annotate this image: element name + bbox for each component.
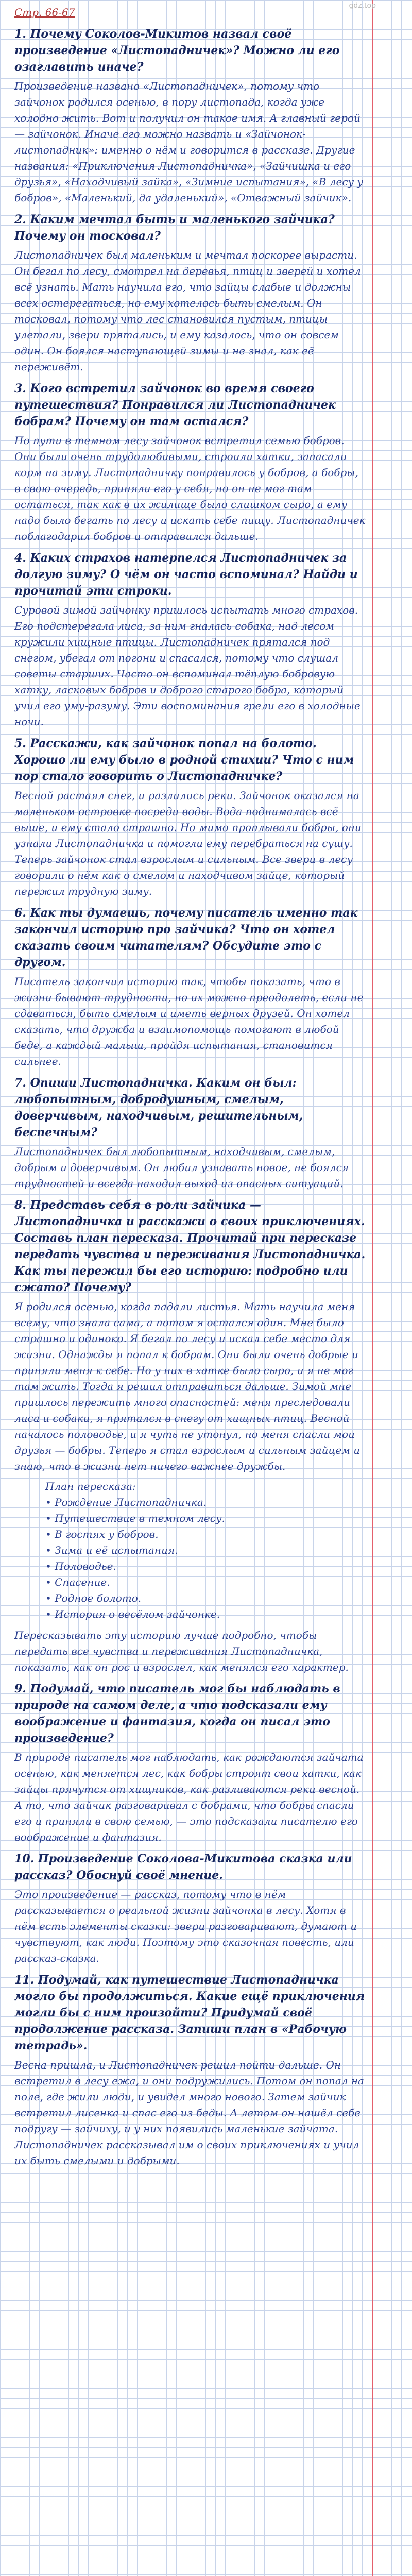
question-text: 8. Представь себя в роли зайчика — Листопадничка и расскажи о своих приключениях. Составь план пересказа. Прочитай при пересказе передать чувства и переживания Листопадничка. Как ты пережил бы его историю: подробно или сжато? Почему? — [14, 1198, 366, 1294]
plan-item: • Рождение Листопадничка. — [45, 1495, 367, 1511]
question-text: 11. Подумай, как путешествие Листопадничка могло бы продолжиться. Какие ещё приключения могли бы с ним произойти? Придумай своё продолжение рассказа. Запиши план в «Рабочую тетрадь». — [14, 1973, 365, 2053]
answer-text: Я родился осенью, когда падали листья. Мать научила меня всему, что знала сама, а потом я остался один. Мне было страшно и одиноко. Я бегал по лесу и искал себе место для жизни. Однажды я попал к бобрам. Они были очень добрые и приняли меня к себе. Но у них в хатке было сыро, и я не мог там жить. Тогда я решил отправиться дальше. Зимой мне пришлось пережить много опасностей: меня преследовали лиса и собаки, я прятался в снегу от хищных птиц. Весной началось половодье, и я чуть не утонул, но меня спасли мои друзья — бобры. Теперь я стал взрослым и сильным зайцем и знаю, что в жизни нет ничего важнее дружбы. — [14, 1300, 360, 1472]
answer-text: Произведение названо «Листопадничек», потому что зайчонок родился осенью, в пору листопада, когда уже холодно жить. Вот и получил он такое имя. А главный герой — зайчонок. Иначе его можно назвать и «Зайчонок-листопадник»: именно о нём и говорится в рассказе. Другие названия: «Приключения Листопадничка», «Зайчишка и его друзья», «Находчивый зайка», «Зимние испытания», «В лесу у бобров», «Маленький, да удаленький», «Отважный зайчик». — [14, 80, 364, 204]
answer-text: Листопадничек был маленьким и мечтал поскорее вырасти. Он бегал по лесу, смотрел на деревья, птиц и зверей и хотел всё узнать. Мать научила его, что зайцы слабые и должны всех остерегаться, но ему хотелось быть смелым. Он тосковал, потому что лес становился пустым, птицы улетали, звери прятались, и ему казалось, что он совсем один. Он боялся наступающей зимы и не знал, как её переживёт. — [14, 249, 361, 373]
question-block — [14, 26, 367, 206]
plan-item: • Путешествие в темном лесу. — [45, 1511, 367, 1527]
question-text: 6. Как ты думаешь, почему писатель именно так закончил историю про зайчика? Что он хотел сказать своим читателям? Обсудите это с другом. — [14, 906, 358, 969]
question-block — [14, 1628, 367, 1675]
answer-text: Листопадничек был любопытным, находчивым, смелым, добрым и доверчивым. Он любил узнавать новое, не боялся трудностей и всегда находил выход из опасных ситуаций. — [14, 1145, 349, 1190]
question-block — [14, 550, 367, 730]
question-text: 3. Кого встретил зайчонок во время своего путешествия? Понравился ли Листопадничек бобрам? Почему он там остался? — [14, 382, 336, 428]
answer-text: В природе писатель мог наблюдать, как рождаются зайчата осенью, как меняется лес, как бобры строят свои хатки, как зайцы прячутся от хищников, как разливаются реки весной. А то, что зайчик разговаривал с бобрами, что бобры спасли его и приняли в свою семью, — это подсказали писателю его воображение и фантазия. — [14, 1751, 364, 1843]
plan-item: • В гостях у бобров. — [45, 1527, 367, 1543]
answer-text: По пути в темном лесу зайчонок встретил семью бобров. Они были очень трудолюбивыми, строили хатки, запасали корм на зиму. Листопадничку понравилось у бобров, а бобры, в свою очередь, приняли его у себя, но он не мог там остаться, так как в их жилище было слишком сыро, а ему надо было бегать по лесу и искать себе пищу. Листопадничек поблагодарил бобров и отправился дальше. — [14, 434, 366, 543]
page-reference: Стр. 66-67 — [14, 6, 75, 19]
plan-item: • Половодье. — [45, 1558, 367, 1574]
answer-text: Писатель закончил историю так, чтобы показать, что в жизни бывают трудности, но их можно преодолеть, если не сдаваться, быть смелым и иметь верных друзей. Он хотел сказать, что дружба и взаимопомощь помогают в любой беде, а каждый малыш, пройдя испытания, становится сильнее. — [14, 975, 364, 1067]
answer-text: Это произведение — рассказ, потому что в нём рассказывается о реальной жизни зайчонка в лесу. Хотя в нём есть элементы сказки: звери разговаривают, думают и чувствуют, как люди. Поэтому это сказочная повесть, или рассказ-сказка. — [14, 1888, 357, 1964]
plan-title: План пересказа: — [45, 1480, 136, 1493]
question-text: 5. Расскажи, как зайчонок попал на болото. Хорошо ли ему было в родной стихии? Что с ним пор стало говорить о Листопадничке? — [14, 737, 354, 783]
plan-item: • История о весёлом зайчонке. — [45, 1606, 367, 1622]
watermark: gdz.top — [349, 2, 376, 10]
question-block — [14, 1851, 367, 1967]
question-block — [14, 735, 367, 900]
question-block — [14, 211, 367, 375]
question-text: 1. Почему Соколов-Микитов назвал своё произведение «Листопадничек»? Можно ли его озаглавить иначе? — [14, 27, 340, 74]
question-text: 7. Опиши Листопадничка. Каким он был: любопытным, добродушным, смелым, доверчивым, находчивым, решительным, беспечным? — [14, 1076, 303, 1139]
answer-text: Весна пришла, и Листопадничек решил пойти дальше. Он встретил в лесу ежа, и они подружились. Потом он попал на поле, где жили люди, и увидел много нового. Затем зайчик встретил лисенка и спас его из беды. А летом он нашёл себе подругу — зайчиху, и у них появились маленькие зайчата. Листопадничек рассказывал им о своих приключениях и учил их быть смелыми и добрыми. — [14, 2059, 364, 2167]
question-block — [14, 1197, 367, 1475]
question-block — [14, 1681, 367, 1845]
question-block — [14, 905, 367, 1070]
question-text: 9. Подумай, что писатель мог бы наблюдать в природе на самом деле, а что подсказали ему воображение и фантазия, когда он писал это произведение? — [14, 1682, 340, 1745]
question-text: 2. Каким мечтал быть и маленького зайчика? Почему он тосковал? — [14, 213, 335, 243]
plan-item: • Родное болото. — [45, 1590, 367, 1606]
plan-item: • Зима и её испытания. — [45, 1543, 367, 1558]
question-text: 10. Произведение Соколова-Микитова сказка или рассказ? Обоснуй своё мнение. — [14, 1852, 352, 1882]
answer-text: Весной растаял снег, и разлились реки. Зайчонок оказался на маленьком островке посреди воды. Вода поднималась всё выше, и ему стало страшно. Но мимо проплывали бобры, они узнали Листопадничка и помогли ему перебраться на сушу. Теперь зайчонок стал взрослым и сильным. Все звери в лесу говорили о нём как о смелом и находчивом зайце, который пережил трудную зиму. — [14, 789, 362, 897]
answers-content — [14, 0, 367, 2576]
answer-text: Суровой зимой зайчонку пришлось испытать много страхов. Его подстерегала лиса, за ним гналась собака, над лесом кружили хищные птицы. Листопадничек прятался под снегом, убегал от погони и спасался, потому что слушал советы старших. Часто он вспоминал тёплую бобровую хатку, ласковых бобров и доброго старого бобра, который учил его уму-разуму. Эти воспоминания грели его в холодные ночи. — [14, 604, 360, 728]
question-block — [14, 1075, 367, 1192]
retelling-plan — [14, 1495, 367, 1622]
question-text: 4. Каких страхов натерпелся Листопадничек за долгую зиму? О чём он часто вспоминал? Найди и прочитай эти строки. — [14, 551, 358, 598]
plan-item: • Спасение. — [45, 1574, 367, 1590]
question-block — [14, 1972, 367, 2169]
answer-text: Пересказывать эту историю лучше подробно, чтобы передать все чувства и переживания Листопадничка, показать, как он рос и взрослел, как менялся его характер. — [14, 1629, 349, 1673]
question-block — [14, 380, 367, 545]
